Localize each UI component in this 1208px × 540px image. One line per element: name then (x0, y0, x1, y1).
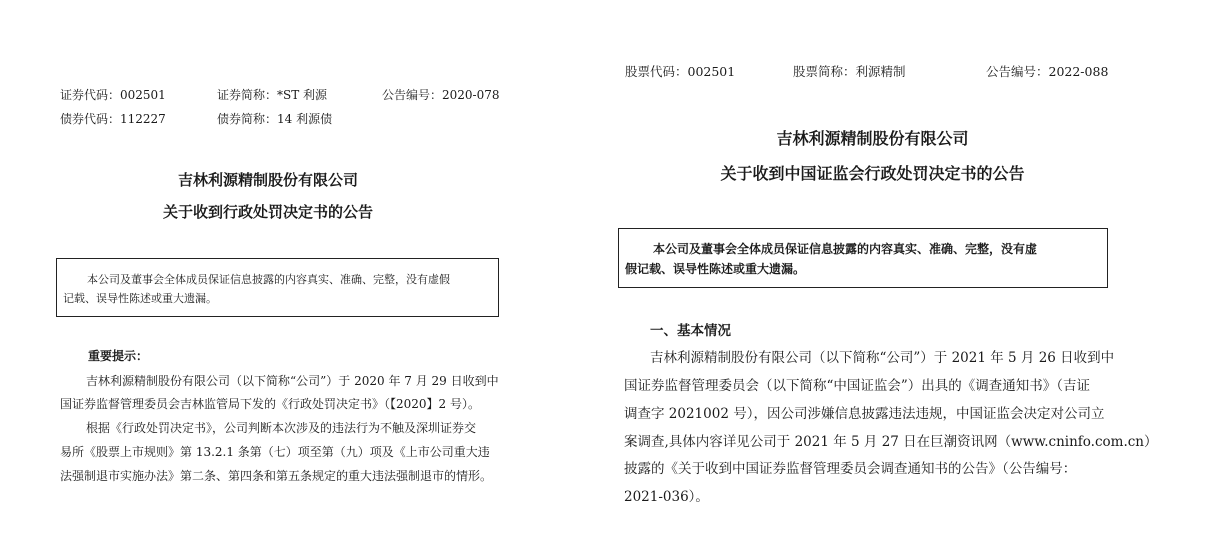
left-stock-abbr: 证券简称：*ST 利源 (217, 88, 328, 102)
right-document (600, 0, 1208, 540)
left-section-heading: 重要提示： (88, 349, 149, 363)
left-document (0, 0, 570, 540)
left-declaration-line-1: 本公司及董事会全体成员保证信息披露的内容真实、准确、完整，没有虚假 (87, 273, 450, 286)
left-bond-code: 债券代码：112227 (60, 112, 166, 126)
right-body-line-4: 案调查,具体内容详见公司于 2021 年 5 月 27 日在巨潮资讯网（www.cninfo.com.cn） (624, 434, 1158, 450)
right-section-heading: 一、基本情况 (650, 323, 731, 339)
left-company-title: 吉林利源精制股份有限公司 (177, 171, 358, 189)
right-company-title: 吉林利源精制股份有限公司 (776, 129, 969, 148)
right-body-line-5: 披露的《关于收到中国证券监督管理委员会调查通知书的公告》（公告编号： (624, 461, 1077, 477)
right-body-line-1: 吉林利源精制股份有限公司（以下简称“公司”）于 2021 年 5 月 26 日收到中 (650, 350, 1115, 366)
right-body-line-6: 2021-036）。 (624, 489, 709, 505)
left-body-line-3: 根据《行政处罚决定书》，公司判断本次涉及的违法行为不触及深圳证券交 (86, 421, 477, 435)
left-body-line-5: 法强制退市实施办法》第二条、第四条和第五条规定的重大违法强制退市的情形。 (60, 469, 493, 483)
left-body-line-4: 易所《股票上市规则》第 13.2.1 条第（七）项至第（九）项及《上市公司重大违 (60, 445, 490, 459)
right-declaration-box (618, 228, 1108, 288)
right-body-line-2: 国证券监督管理委员会（以下简称“中国证监会”）出具的《调查通知书》（吉证 (624, 378, 1091, 394)
left-declaration-line-2: 记载、误导性陈述或重大遗漏。 (63, 292, 217, 305)
right-declaration-line-1: 本公司及董事会全体成员保证信息披露的内容真实、准确、完整，没有虚 (653, 242, 1038, 256)
right-stock-code: 股票代码：002501 (625, 64, 736, 79)
right-notice-title: 关于收到中国证监会行政处罚决定书的公告 (720, 164, 1025, 183)
left-notice-title: 关于收到行政处罚决定书的公告 (162, 203, 373, 221)
right-stock-abbr: 股票简称：利源精制 (793, 64, 906, 79)
left-body-line-2: 国证券监督管理委员会吉林监管局下发的《行政处罚决定书》（【2020】2 号）。 (60, 397, 480, 411)
left-declaration-box (56, 258, 499, 317)
left-bond-abbr: 债券简称：14 利源债 (217, 112, 333, 126)
right-body-line-3: 调查字 2021002 号），因公司涉嫌信息披露违法违规，中国证监会决定对公司立 (624, 406, 1105, 422)
left-body-line-1: 吉林利源精制股份有限公司（以下简称“公司”）于 2020 年 7 月 29 日收到中 (86, 374, 499, 388)
right-notice-number: 公告编号：2022-088 (986, 64, 1109, 79)
left-notice-number: 公告编号：2020-078 (382, 88, 500, 102)
left-stock-code: 证券代码：002501 (60, 88, 166, 102)
right-declaration-line-2: 假记载、误导性陈述或重大遗漏。 (625, 262, 806, 276)
